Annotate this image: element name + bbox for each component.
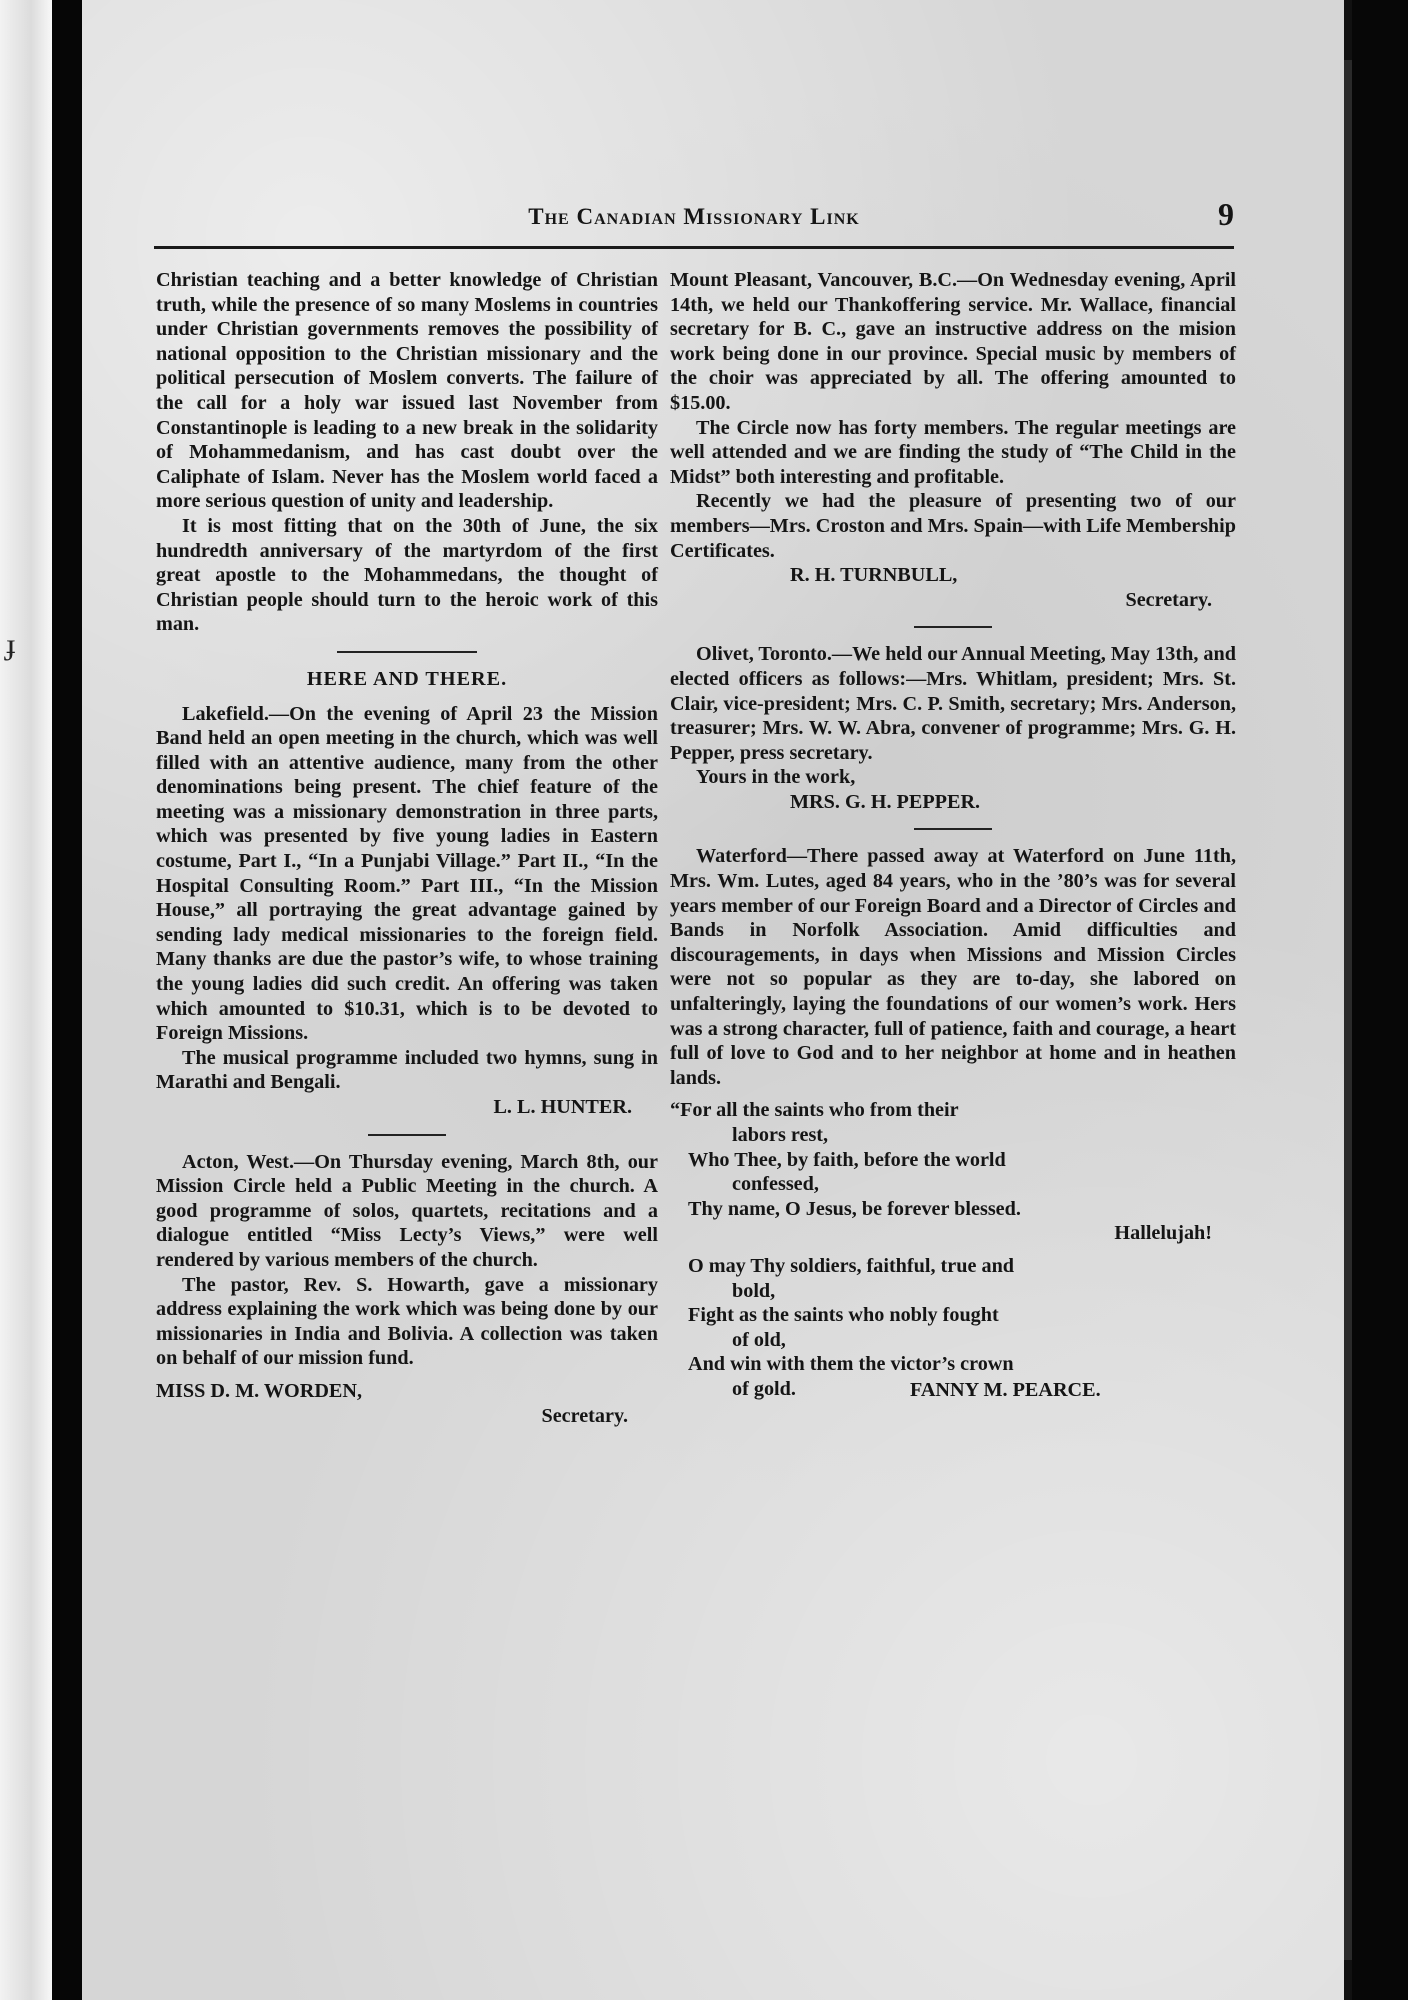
acton-report xyxy=(156,1150,658,1273)
scan-left-edge xyxy=(0,0,52,2000)
report-text: —We held our Annual Meeting, May 13th, and elected officers as follows:—Mrs. Whitlam, president; Mrs. St. Clair, vice-president; Mrs. C. P. Smith, secretary; Mrs. Anderson, treasurer; Mrs. W. W. Abra, convener of programme; Mrs. G. H. Pepper, press secretary. xyxy=(670,643,1236,764)
mount-pleasant-report xyxy=(670,268,1236,416)
article-continuation-paragraph: Christian teaching and a better knowledge of Christian truth, while the presence of so many Moslems in countries under Christian governments removes the possibility of national opposition to the Christian missionary and the political persecution of Moslem converts. The failure of the call for a holy war issued last November from Constantinople is leading to a new break in the solidarity of Mohammedanism, and has cast doubt over the Caliphate of Islam. Never has the Moslem world faced a more serious question of unity and leadership. xyxy=(156,269,658,513)
section-heading: HERE AND THERE. xyxy=(306,667,508,690)
report-divider xyxy=(914,828,992,830)
left-column xyxy=(156,268,658,1428)
poem-line: Fight as the saints who nobly fought xyxy=(688,1304,999,1327)
poem-line: “For all the saints who from their xyxy=(670,1099,959,1122)
poem-line: confessed, xyxy=(732,1173,819,1196)
report-place-lakefield: Lakefield. xyxy=(182,702,269,725)
mount-pleasant-report-p3: Recently we had the pleasure of presenting two of our members—Mrs. Croston and Mrs. Spain—with Life Membership Certificates. xyxy=(670,490,1236,562)
report-text: —On Thursday evening, March 8th, our Mission Circle held a Public Meeting in the church. A good programme of solos, quartets, recitations and a dialogue entitled “Miss Lecty’s Views,” were well rendered by various members of the church. xyxy=(156,1150,658,1271)
page-number: 9 xyxy=(1218,196,1234,232)
poem-line: Thy name, O Jesus, be forever blessed. xyxy=(688,1197,1021,1220)
acton-signature-title: Secretary. xyxy=(541,1404,628,1427)
running-title: The Canadian Missionary Link xyxy=(528,204,860,229)
olivet-report xyxy=(670,642,1236,765)
report-text: —On Wednesday evening, April 14th, we held our Thankoffering service. Mr. Wallace, financial secretary for B. C., gave an instructive address on the mision work being done in our province. Special music by members of the choir was appreciated by all. The offering amounted to $15.00. xyxy=(670,269,1237,414)
acton-signature: MISS D. M. WORDEN, xyxy=(156,1379,363,1402)
lakefield-report xyxy=(156,702,658,1046)
report-text: —On the evening of April 23 the Mission Band held an open meeting in the church, which was well filled with an attentive audience, many from the other denominations being present. The chief feature of the meeting was a missionary demonstration in three parts, which was presented by five young ladies in Eastern costume, Part I., “In a Punjabi Village.” Part II., “In the Hospital Consulting Room.” Part III., “In the Mission House,” all portraying the great advantage gained by sending lady medical missionaries to the foreign field. Many thanks are due the pastor’s wife, to whose training the young ladies did such credit. An offering was taken which amounted to $10.31, which is to be devoted to Foreign Missions. xyxy=(156,702,658,1045)
poem-signature: FANNY M. PEARCE. xyxy=(910,1378,1101,1401)
report-divider xyxy=(368,1134,446,1136)
olivet-closing: Yours in the work, xyxy=(696,766,856,789)
report-place-waterford: Waterford xyxy=(696,845,787,868)
poem-line: Who Thee, by faith, before the world xyxy=(688,1148,1006,1171)
poem-line: Hallelujah! xyxy=(1114,1222,1212,1245)
scan-right-shadow xyxy=(1344,60,1352,1960)
mount-pleasant-signature: R. H. TURNBULL, xyxy=(790,564,958,587)
mount-pleasant-report-p2: The Circle now has forty members. The regular meetings are well attended and we are finding the study of “The Child in the Midst” both interesting and profitable. xyxy=(670,416,1236,488)
section-divider xyxy=(337,651,477,653)
poem-line: of old, xyxy=(732,1328,786,1351)
lakefield-report-p2: The musical programme included two hymns, sung in Marathi and Bengali. xyxy=(156,1046,658,1094)
poem-line: O may Thy soldiers, faithful, true and xyxy=(688,1254,1015,1277)
magazine-page xyxy=(82,0,1344,2000)
report-place-olivet: Olivet, Toronto. xyxy=(696,643,832,666)
poem-line: bold, xyxy=(732,1279,776,1302)
poem-line: labors rest, xyxy=(732,1124,829,1146)
report-place-mount-pleasant: Mount Pleasant, Vancouver, B.C. xyxy=(670,269,958,291)
scan-right-bar xyxy=(1352,0,1408,2000)
margin-pencil-mark: ɟ xyxy=(6,628,16,661)
page-header xyxy=(154,196,1234,249)
mount-pleasant-signature-title: Secretary. xyxy=(1125,588,1212,611)
report-text: —There passed away at Waterford on June 11th, Mrs. Wm. Lutes, aged 84 years, who in the ’80’s was for several years member of our Foreign Board and a Director of Circles and Bands in Norfolk Association. Amid difficulties and discouragements, in days when Missions and Mission Circles were not so popular as they are to-day, she labored on unfalteringly, laying the foundations of our women’s work. Hers was a strong character, full of patience, faith and courage, a heart full of love to God and to her neighbor at home and in heathen lands. xyxy=(670,845,1236,1089)
report-place-acton: Acton, West. xyxy=(182,1150,295,1173)
waterford-report xyxy=(670,844,1236,1090)
poem-line: And win with them the victor’s crown xyxy=(688,1353,1014,1376)
olivet-signature: MRS. G. H. PEPPER. xyxy=(790,790,981,813)
report-divider xyxy=(914,626,992,628)
article-closing-paragraph: It is most fitting that on the 30th of June, the six hundredth anniversary of the martyrdom of the first great apostle to the Mohammedans, the thought of Christian people should turn to the heroic work of this man. xyxy=(156,514,658,636)
hymn-quotation xyxy=(670,1098,1236,1402)
acton-report-p2: The pastor, Rev. S. Howarth, gave a missionary address explaining the work which was being done by our missionaries in India and Bolivia. A collection was taken on behalf of our mission fund. xyxy=(156,1273,658,1370)
scan-gutter-bar xyxy=(52,0,82,2000)
right-column xyxy=(670,268,1236,1402)
poem-line: of gold. xyxy=(732,1377,796,1400)
lakefield-signature: L. L. HUNTER. xyxy=(493,1096,632,1118)
